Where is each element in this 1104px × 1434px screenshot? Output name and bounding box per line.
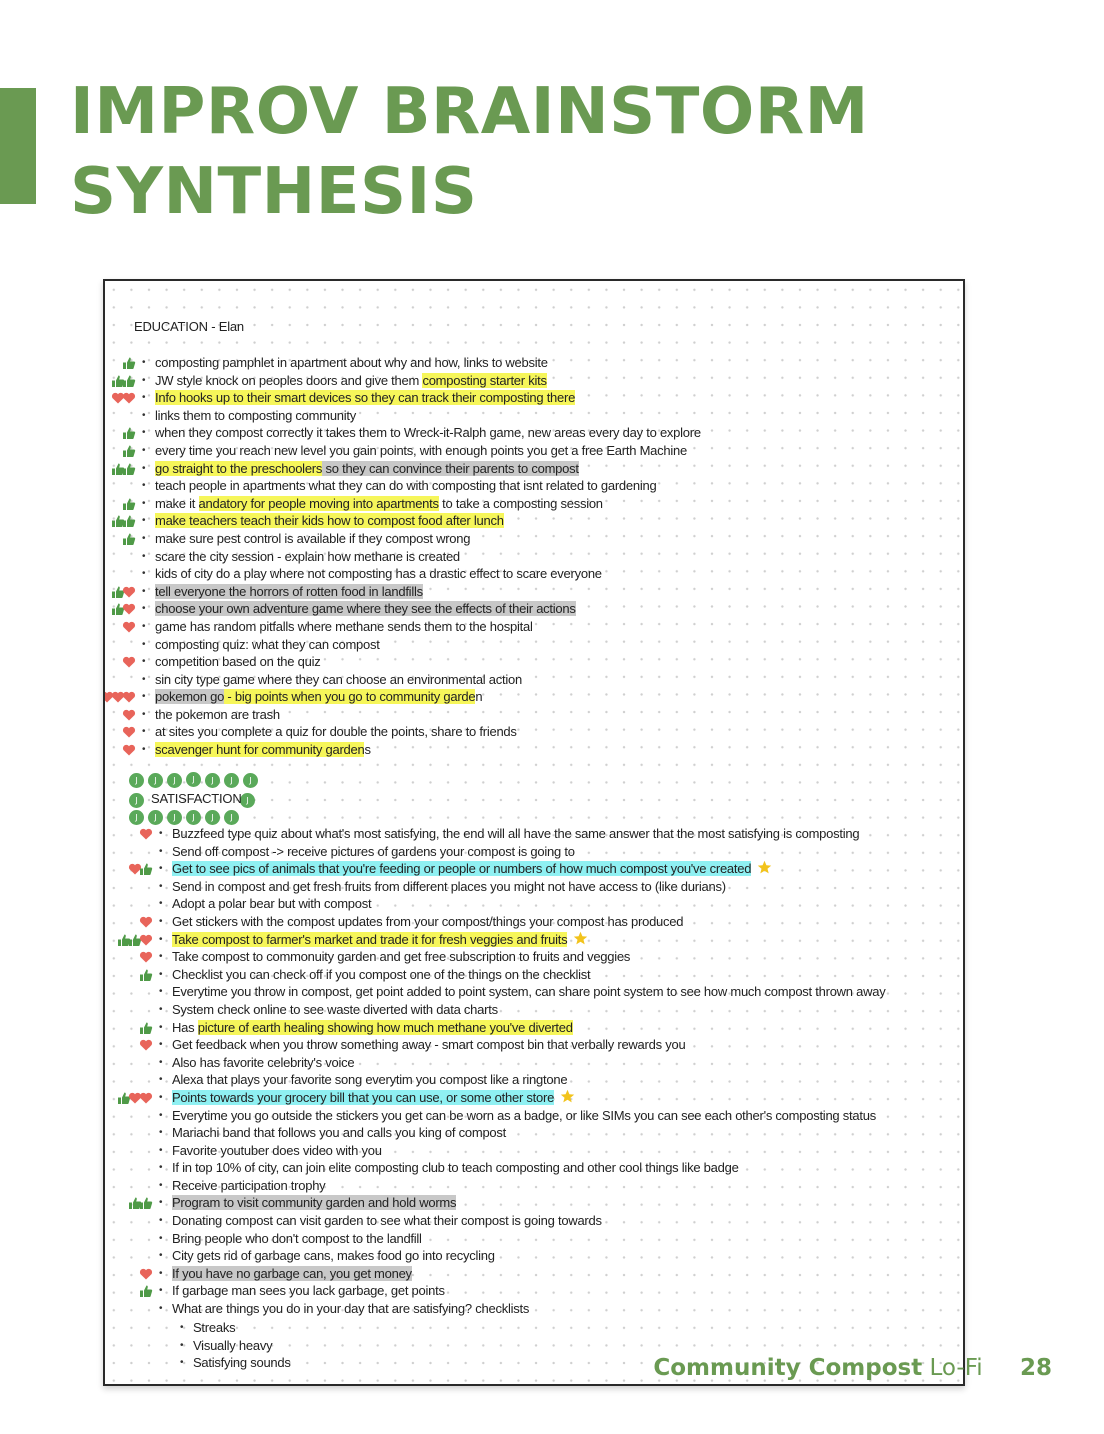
reaction-group [142,1038,153,1052]
satisfaction-item [159,843,886,861]
bullet-icon: • [142,568,146,580]
satisfaction-item [159,1089,886,1107]
satisfaction-item [159,1230,886,1248]
reaction-group [125,426,136,440]
education-item [142,372,701,390]
item-text: Streaks [193,1320,236,1335]
education-item [142,565,701,583]
heart-icon [122,743,136,757]
reaction-group [142,1267,153,1281]
bullet-icon: • [142,462,146,474]
item-text: at sites you complete a quiz for double the points, share to friends [155,724,517,740]
satisfaction-item [159,1019,886,1037]
item-text: links them to composting community [155,407,357,423]
item-text: the pokemon are trash [155,706,280,722]
reaction-group [114,602,136,616]
sub-list-item [180,1354,291,1372]
heart-icon [122,585,136,599]
page-footer [653,1352,1052,1384]
bullet-icon: • [159,898,163,910]
vote-badge-icon: J [129,793,144,808]
item-text: scare the city session - explain how methane is created [155,548,460,564]
item-text: Favorite youtuber does video with you [172,1142,382,1158]
item-text: make it [155,495,199,511]
reaction-group [142,915,153,929]
heart-icon [122,655,136,669]
highlighted-text: If you have no garbage can, you get money [172,1265,412,1281]
bullet-icon: • [159,1003,163,1015]
bullet-icon: • [142,603,146,615]
heart-icon [139,1091,153,1105]
satisfaction-item [159,860,886,878]
bullet-icon: • [159,1127,163,1139]
bullet-icon: • [142,427,146,439]
highlighted-text: Info hooks up to their smart devices so they can track their composting there [155,390,576,406]
highlighted-text: Program to visit community garden and hold worms [172,1195,457,1211]
item-text: Has [172,1019,198,1035]
satisfaction-item [159,1036,886,1054]
heart-icon [139,827,153,841]
education-item [142,407,701,425]
item-text: Satisfying sounds [193,1355,291,1371]
education-idea-list [142,354,701,759]
reaction-group [142,827,153,841]
highlighted-text: Get to see pics of animals that you're feeding or people or numbers of how much compost you've created [172,861,752,877]
item-text: Alexa that plays your favorite song everytim you compost like a ringtone [172,1072,568,1088]
vote-badge-icon: J [167,810,182,825]
reaction-group [125,444,136,458]
satisfaction-item [159,1054,886,1072]
title-accent-bar [0,88,36,204]
education-item [142,530,701,548]
page-number: 28 [1019,1355,1052,1381]
vote-badge-icon: J [224,810,239,825]
reaction-group [125,356,136,370]
thumbs-up-icon [139,968,153,982]
bullet-icon: • [159,986,163,998]
bullet-icon: • [142,585,146,597]
heart-icon [122,725,136,739]
star-icon [573,931,588,946]
bullet-icon: • [159,1285,163,1297]
item-text: City gets rid of garbage cans, makes food go into recycling [172,1248,495,1264]
education-item [142,671,701,689]
reaction-group [125,655,136,669]
education-item [142,583,701,601]
education-section-title: EDUCATION - Elan [134,319,244,334]
reaction-group [114,462,136,476]
item-text: Buzzfeed type quiz about what's most satisfying, the end will all have the same answer that the most satisfying is composting [172,826,860,841]
item-text: Also has favorite celebrity's voice [172,1054,355,1070]
bullet-icon: • [159,1109,163,1121]
highlighted-text: scavenger hunt for community garden [155,742,365,758]
thumbs-up-icon [122,356,136,370]
thumbs-up-icon [122,462,136,476]
item-text: If in top 10% of city, can join elite composting club to teach composting and other cool things like badge [172,1160,739,1176]
item-text: make sure pest control is available if they compost wrong [155,530,471,546]
thumbs-up-icon [122,374,136,388]
satisfaction-item [159,1159,886,1177]
item-text: What are things you do in your day that are satisfying? checklists [172,1301,530,1317]
bullet-icon: • [159,1250,163,1262]
education-item [142,688,701,706]
vote-badge-icon: J [129,773,144,788]
reaction-group [120,1091,153,1105]
item-text: when they compost correctly it takes them to Wreck-it-Ralph game, new areas every day to explore [155,425,701,441]
highlighted-text: pokemon go [155,689,225,705]
bullet-icon: • [142,744,146,756]
reaction-group [114,585,136,599]
satisfaction-item [159,1071,886,1089]
item-text: competition based on the quiz [155,654,321,670]
bullet-icon: • [159,863,163,875]
bullet-icon: • [142,691,146,703]
highlighted-text: Take compost to farmer's market and trade it for fresh veggies and fruits [172,931,568,947]
reaction-group [114,391,136,405]
bullet-icon: • [159,1197,163,1209]
item-text: Get stickers with the compost updates from your compost/things your compost has produced [172,913,684,929]
reaction-group [125,743,136,757]
satisfaction-item [159,1300,886,1318]
heart-icon [122,690,136,704]
education-item [142,723,701,741]
thumbs-up-icon [122,514,136,528]
item-text: Mariachi band that follows you and calls you king of compost [172,1125,507,1141]
brainstorm-board-screenshot [103,279,965,1386]
satisfaction-sub-list [180,1319,291,1372]
item-text: Visually heavy [193,1337,273,1353]
item-text: every time you reach new level you gain points, with enough points you get a free Earth Machine [155,442,687,458]
satisfaction-item [159,966,886,984]
satisfaction-item [159,895,886,913]
thumbs-up-icon [139,1021,153,1035]
bullet-icon: • [159,1179,163,1191]
thumbs-up-icon [122,444,136,458]
education-item [142,512,701,530]
vote-badge-icon: J [167,773,182,788]
item-text: Bring people who don't compost to the landfill [172,1230,422,1246]
education-item [142,424,701,442]
education-item [142,741,701,759]
bullet-icon: • [159,1021,163,1033]
item-text: sin city type game where they can choose an environmental action [155,671,522,687]
item-text: System check online to see waste diverted with data charts [172,1001,498,1017]
bullet-icon: • [180,1357,184,1369]
vote-badge-icon: J [148,810,163,825]
bullet-icon: • [159,933,163,945]
satisfaction-item [159,1247,886,1265]
item-text: kids of city do a play where not composting has a drastic effect to scare everyone [155,566,602,582]
highlighted-text: - big points when you go to community garde [224,689,476,705]
vote-badge-icon: J [240,793,255,808]
thumbs-up-icon [139,1284,153,1298]
satisfaction-item [159,1265,886,1283]
vote-badge-icon: J [186,772,201,787]
satisfaction-item [159,931,886,949]
bullet-icon: • [142,374,146,386]
page-title [70,72,869,232]
reaction-group [114,374,136,388]
education-item [142,442,701,460]
reaction-group [131,1196,153,1210]
bullet-icon: • [142,515,146,527]
satisfaction-item [159,878,886,896]
bullet-icon: • [142,409,146,421]
reaction-group [120,933,153,947]
item-text: game has random pitfalls where methane sends them to the hospital [155,618,533,634]
item-text: n [475,689,483,705]
bullet-icon: • [180,1339,184,1351]
satisfaction-item [159,1142,886,1160]
item-text: composting quiz: what they can compost [155,636,380,652]
vote-badge-icon: J [205,773,220,788]
star-icon [757,860,772,875]
education-item [142,548,701,566]
satisfaction-item [159,1124,886,1142]
footer-brand: Community Compost [653,1355,923,1381]
satisfaction-item [159,1194,886,1212]
heart-icon [139,933,153,947]
education-item [142,477,701,495]
star-icon [560,1089,575,1104]
reaction-group [142,1021,153,1035]
bullet-icon: • [142,726,146,738]
bullet-icon: • [142,532,146,544]
highlighted-text: composting starter kits [422,372,547,388]
vote-badge-icon: J [205,810,220,825]
vote-badge-icon: J [129,810,144,825]
bullet-icon: • [142,497,146,509]
sub-list-item [180,1337,291,1355]
satisfaction-item [159,1212,886,1230]
bullet-icon: • [142,550,146,562]
page-title-line-1: IMPROV BRAINSTORM [70,75,869,149]
bullet-icon: • [159,880,163,892]
bullet-icon: • [142,673,146,685]
bullet-icon: • [142,444,146,456]
vote-badge-icon: J [186,810,201,825]
item-text: teach people in apartments what they can do with composting that isnt related to gardening [155,478,657,494]
heart-icon [139,915,153,929]
bullet-icon: • [159,828,163,839]
bullet-icon: • [159,1091,163,1103]
vote-badge-icon: J [224,773,239,788]
satisfaction-item [159,1177,886,1195]
bullet-icon: • [159,1056,163,1068]
heart-icon [122,620,136,634]
heart-icon [139,1267,153,1281]
reaction-group [142,1284,153,1298]
bullet-icon: • [159,1303,163,1315]
heart-icon [122,708,136,722]
education-item [142,636,701,654]
bullet-icon: • [159,951,163,963]
item-text: composting pamphlet in apartment about why and how, links to website [155,355,548,370]
item-text: Receive participation trophy [172,1177,326,1193]
bullet-icon: • [159,1162,163,1174]
education-item [142,460,701,478]
thumbs-up-icon [122,497,136,511]
heart-icon [139,950,153,964]
bullet-icon: • [159,1039,163,1051]
reaction-group [131,862,153,876]
bullet-icon: • [142,392,146,404]
reaction-group [114,514,136,528]
bullet-icon: • [159,1215,163,1227]
reaction-group [125,708,136,722]
satisfaction-item [159,825,886,843]
reaction-group [142,950,153,964]
bullet-icon: • [159,1144,163,1156]
item-text: Adopt a polar bear but with compost [172,896,372,912]
highlighted-text: picture of earth healing showing how much methane you've diverted [197,1019,573,1035]
page-title-line-2: SYNTHESIS [70,155,478,229]
satisfaction-idea-list [159,825,886,1318]
reaction-group [125,620,136,634]
item-text: JW style knock on peoples doors and give them [155,372,423,388]
sub-list-item [180,1319,291,1337]
education-item [142,389,701,407]
vote-badge-icon: J [243,773,258,788]
item-text: to take a composting session [438,495,603,511]
item-text: If garbage man sees you lack garbage, get points [172,1283,445,1299]
item-text: Everytime you throw in compost, get point added to point system, can share point system to see how much compost thrown away [172,984,886,1000]
education-item [142,354,701,372]
item-text: Everytime you go outside the stickers you get can be worn as a badge, or like SIMs you can see each other's composting status [172,1107,876,1123]
bullet-icon: • [142,480,146,492]
highlighted-text: make teachers teach their kids how to compost food after lunch [155,513,504,529]
bullet-icon: • [142,357,146,368]
education-item [142,495,701,513]
thumbs-up-icon [139,1196,153,1210]
education-item [142,653,701,671]
item-text: Donating compost can visit garden to see what their compost is going towards [172,1213,602,1229]
vote-badge-icon: J [148,773,163,788]
item-text: Checklist you can check off if you compost one of the things on the checklist [172,966,591,982]
heart-icon [139,1038,153,1052]
satisfaction-item [159,1001,886,1019]
highlighted-text: choose your own adventure game where they see the effects of their actions [155,601,576,617]
bullet-icon: • [159,968,163,980]
bullet-icon: • [142,638,146,650]
satisfaction-item [159,913,886,931]
satisfaction-item [159,983,886,1001]
satisfaction-item [159,1107,886,1125]
bullet-icon: • [159,1074,163,1086]
reaction-group [103,690,136,704]
satisfaction-item [159,1282,886,1300]
bullet-icon: • [159,1232,163,1244]
education-item [142,706,701,724]
item-text: Send off compost -> receive pictures of gardens your compost is going to [172,843,575,859]
item-text: s [364,742,371,758]
highlighted-text: go straight to the preschoolers [155,460,323,476]
thumbs-up-icon [122,426,136,440]
item-text: Take compost to commonuity garden and get free subscription to fruits and veggies [172,949,631,965]
thumbs-up-icon [122,532,136,546]
satisfaction-section-title: SATISFACTION [151,791,242,806]
bullet-icon: • [180,1322,184,1333]
bullet-icon: • [159,1267,163,1279]
bullet-icon: • [159,915,163,927]
reaction-group [125,725,136,739]
reaction-group [125,532,136,546]
thumbs-up-icon [139,862,153,876]
highlighted-text: Points towards your grocery bill that you can use, or some other store [172,1089,555,1105]
item-text: Get feedback when you throw something away - smart compost bin that verbally rewards you [172,1037,686,1053]
highlighted-text: andatory for people moving into apartments [198,495,439,511]
bullet-icon: • [142,708,146,720]
heart-icon [122,602,136,616]
education-item [142,618,701,636]
footer-suffix: Lo-Fi [929,1355,983,1381]
heart-icon [122,391,136,405]
highlighted-text: so they can convince their parents to compost [322,460,579,476]
highlighted-text: tell everyone the horrors of rotten food in landfills [155,583,423,599]
reaction-group [142,968,153,982]
satisfaction-item [159,948,886,966]
education-item [142,600,701,618]
bullet-icon: • [142,620,146,632]
item-text: Send in compost and get fresh fruits from different places you might not have access to (like durians) [172,878,726,894]
bullet-icon: • [142,656,146,668]
reaction-group [125,497,136,511]
bullet-icon: • [159,845,163,857]
